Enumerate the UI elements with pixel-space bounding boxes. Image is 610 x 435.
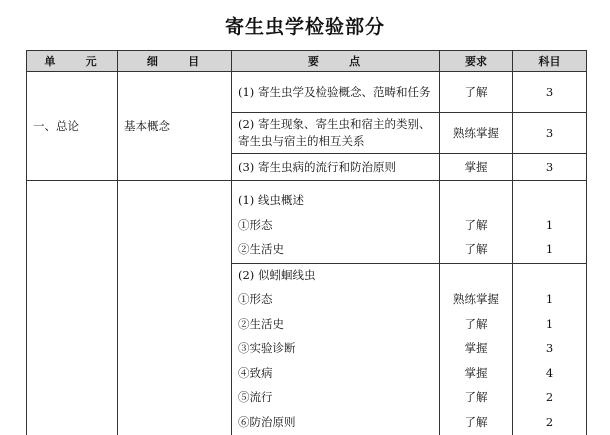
point-cell: ③实验诊断	[232, 337, 440, 362]
requirement-cell	[440, 263, 513, 288]
subject-cell: 3	[513, 113, 587, 154]
point-cell: ①形态	[232, 214, 440, 239]
requirement-cell	[440, 189, 513, 214]
point-cell: ②生活史	[232, 238, 440, 263]
subject-cell	[513, 189, 587, 214]
subject-cell: 3	[513, 337, 587, 362]
separator-cell	[232, 181, 440, 190]
requirement-cell: 了解	[440, 386, 513, 411]
point-cell: (3) 寄生虫病的流行和防治原则	[232, 154, 440, 181]
separator-cell	[513, 181, 587, 190]
point-cell: ①形态	[232, 288, 440, 313]
table-header-row	[27, 51, 587, 72]
point-cell: (2) 似蚓蛔线虫	[232, 263, 440, 288]
subject-cell: 2	[513, 386, 587, 411]
point-cell: (1) 线虫概述	[232, 189, 440, 214]
detail-cell	[118, 189, 232, 435]
requirement-cell: 熟练掌握	[440, 288, 513, 313]
detail-cell: 基本概念	[118, 72, 232, 181]
point-cell: ⑤流行	[232, 386, 440, 411]
table-row	[27, 72, 587, 113]
requirement-cell: 掌握	[440, 337, 513, 362]
subject-cell: 1	[513, 288, 587, 313]
separator-cell	[440, 181, 513, 190]
subject-cell: 4	[513, 362, 587, 387]
point-cell: ⑥防治原则	[232, 411, 440, 435]
syllabus-table	[26, 50, 587, 435]
subject-cell: 1	[513, 214, 587, 239]
requirement-cell: 了解	[440, 238, 513, 263]
page-title: 寄生虫学检验部分	[0, 12, 610, 39]
subject-cell: 1	[513, 313, 587, 338]
point-cell: ②生活史	[232, 313, 440, 338]
subject-cell	[513, 263, 587, 288]
header-requirement: 要求	[440, 51, 513, 72]
table-row	[27, 189, 587, 214]
requirement-cell: 了解	[440, 214, 513, 239]
header-points: 要 点	[232, 51, 440, 72]
requirement-cell: 了解	[440, 72, 513, 113]
requirement-cell: 了解	[440, 411, 513, 435]
point-cell: (1) 寄生虫学及检验概念、范畴和任务	[232, 72, 440, 113]
subject-cell: 2	[513, 411, 587, 435]
section-separator	[27, 181, 587, 190]
subject-cell: 3	[513, 72, 587, 113]
point-cell: (2) 寄生现象、寄生虫和宿主的类别、寄生虫与宿主的相互关系	[232, 113, 440, 154]
header-subject: 科目	[513, 51, 587, 72]
separator-cell	[118, 181, 232, 190]
unit-cell: 一、总论	[27, 72, 118, 181]
requirement-cell: 了解	[440, 313, 513, 338]
header-detail: 细 目	[118, 51, 232, 72]
subject-cell: 1	[513, 238, 587, 263]
requirement-cell: 熟练掌握	[440, 113, 513, 154]
requirement-cell: 掌握	[440, 154, 513, 181]
requirement-cell: 掌握	[440, 362, 513, 387]
header-unit: 单 元	[27, 51, 118, 72]
separator-cell	[27, 181, 118, 190]
subject-cell: 3	[513, 154, 587, 181]
point-cell: ④致病	[232, 362, 440, 387]
unit-cell	[27, 189, 118, 435]
